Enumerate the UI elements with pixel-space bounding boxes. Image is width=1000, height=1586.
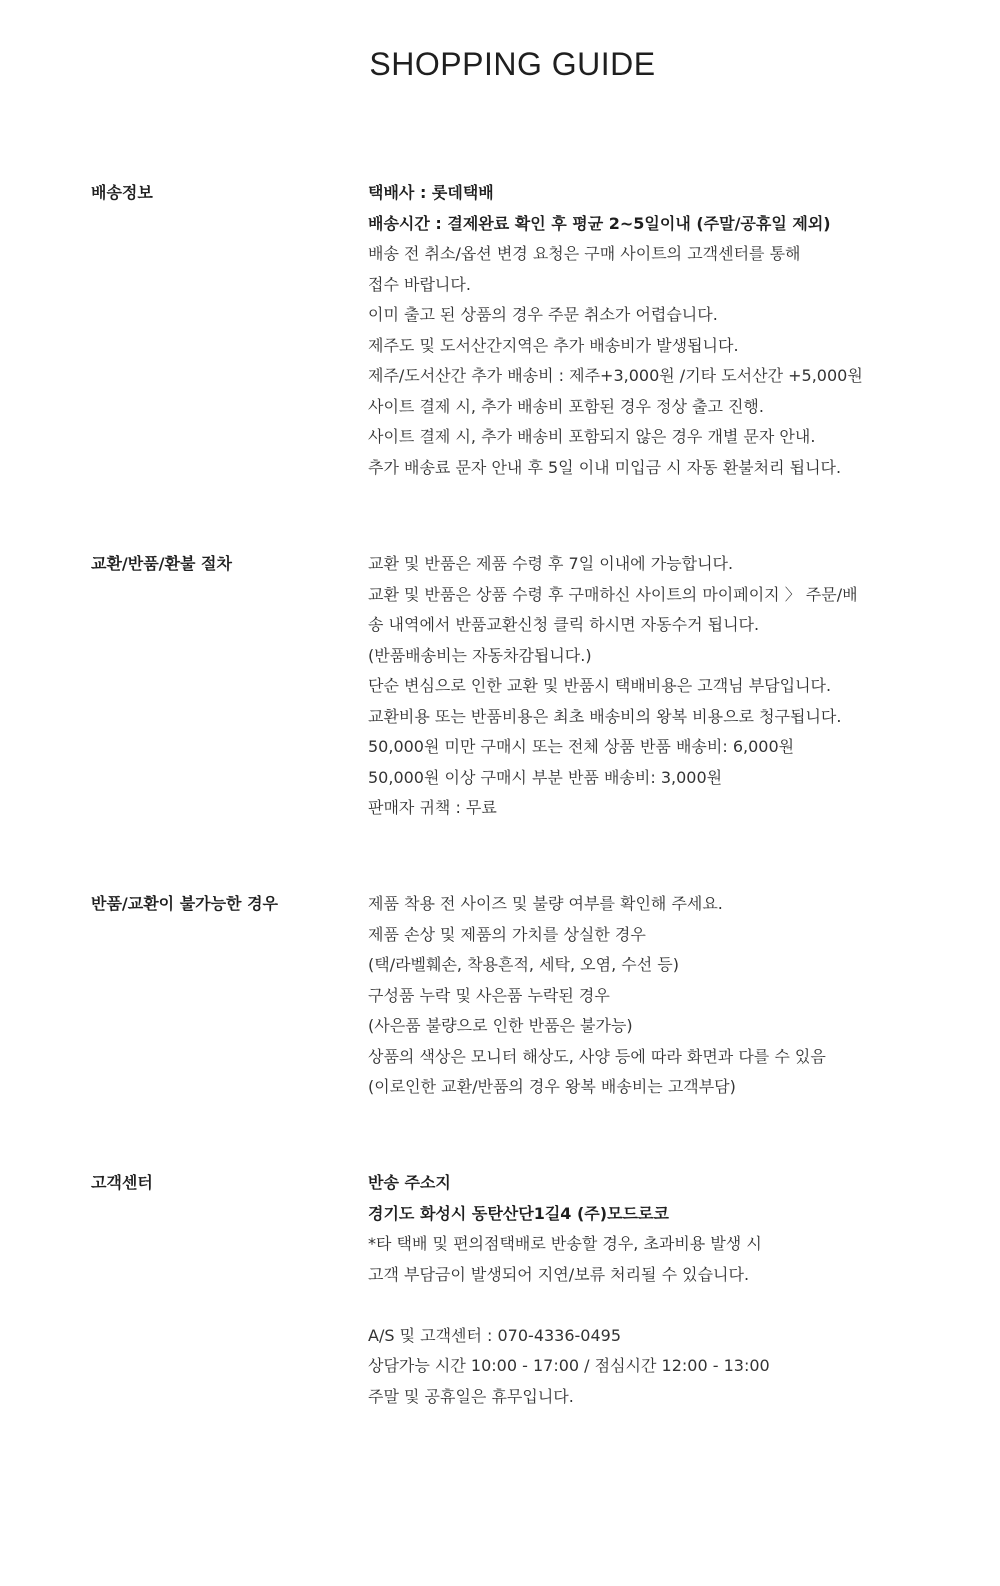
section-label: 반품/교환이 불가능한 경우	[91, 894, 279, 913]
guide-line: 제품 착용 전 사이즈 및 불량 여부를 확인해 주세요.	[368, 894, 723, 913]
blank-line	[368, 1290, 770, 1321]
section-label: 교환/반품/환불 절차	[91, 554, 232, 573]
guide-line: 배송 전 취소/옵션 변경 요청은 구매 사이트의 고객센터를 통해	[368, 244, 801, 263]
guide-line: 접수 바랍니다.	[368, 274, 471, 294]
guide-line: 사이트 결제 시, 추가 배송비 포함된 경우 정상 출고 진행.	[368, 396, 764, 416]
section-lines	[368, 889, 826, 1103]
guide-line: 교환 및 반품은 상품 수령 후 구매하신 사이트의 마이페이지 〉 주문/배	[368, 584, 858, 604]
guide-line: (택/라벨훼손, 착용흔적, 세탁, 오염, 수선 등)	[368, 955, 679, 974]
guide-line: (반품배송비는 자동차감됩니다.)	[368, 645, 592, 665]
page-title: SHOPPING GUIDE	[369, 46, 656, 82]
guide-line: 주말 및 공휴일은 휴무입니다.	[368, 1386, 574, 1406]
guide-line: 추가 배송료 문자 안내 후 5일 이내 미입금 시 자동 환불처리 됩니다.	[368, 457, 842, 477]
guide-line: 고객 부담금이 발생되어 지연/보류 처리될 수 있습니다.	[368, 1264, 750, 1284]
guide-line: 교환 및 반품은 제품 수령 후 7일 이내에 가능합니다.	[368, 554, 734, 573]
guide-line: 택배사 : 롯데택배	[368, 183, 494, 202]
guide-line: 배송시간 : 결제완료 확인 후 평균 2~5일이내 (주말/공휴일 제외)	[368, 213, 831, 233]
guide-line: 상담가능 시간 10:00 - 17:00 / 점심시간 12:00 - 13:00	[368, 1356, 770, 1375]
section-lines	[368, 549, 858, 824]
guide-line: (이로인한 교환/반품의 경우 왕복 배송비는 고객부담)	[368, 1077, 736, 1096]
guide-line: 제품 손상 및 제품의 가치를 상실한 경우	[368, 924, 646, 944]
guide-line: 제주/도서산간 추가 배송비 : 제주+3,000원 /기타 도서산간 +5,000원	[368, 366, 863, 385]
guide-line: (사은품 불량으로 인한 반품은 불가능)	[368, 1016, 633, 1035]
guide-line: 이미 출고 된 상품의 경우 주문 취소가 어렵습니다.	[368, 305, 718, 324]
guide-line: 반송 주소지	[368, 1173, 451, 1192]
guide-line: 판매자 귀책 : 무료	[368, 798, 497, 817]
guide-line: 사이트 결제 시, 추가 배송비 포함되지 않은 경우 개별 문자 안내.	[368, 427, 816, 446]
guide-line: *타 택배 및 편의점택배로 반송할 경우, 초과비용 발생 시	[368, 1234, 762, 1253]
guide-line: 구성품 누락 및 사은품 누락된 경우	[368, 985, 610, 1005]
section-label: 고객센터	[91, 1173, 153, 1192]
guide-line: 단순 변심으로 인한 교환 및 반품시 택배비용은 고객님 부담입니다.	[368, 676, 832, 695]
section-label: 배송정보	[91, 183, 153, 202]
guide-line: 상품의 색상은 모니터 해상도, 사양 등에 따라 화면과 다를 수 있음	[368, 1046, 826, 1066]
guide-line: 경기도 화성시 동탄산단1길4 (주)모드로코	[368, 1203, 669, 1223]
section-lines	[368, 1168, 770, 1412]
section-lines	[368, 178, 863, 483]
guide-line: 제주도 및 도서산간지역은 추가 배송비가 발생됩니다.	[368, 335, 739, 355]
guide-line: 교환비용 또는 반품비용은 최초 배송비의 왕복 비용으로 청구됩니다.	[368, 706, 842, 726]
guide-line: 송 내역에서 반품교환신청 클릭 하시면 자동수거 됩니다.	[368, 615, 760, 634]
guide-line: 50,000원 이상 구매시 부분 반품 배송비: 3,000원	[368, 767, 723, 787]
guide-line: 50,000원 미만 구매시 또는 전체 상품 반품 배송비: 6,000원	[368, 737, 795, 756]
guide-line: A/S 및 고객센터 : 070-4336-0495	[368, 1325, 622, 1345]
